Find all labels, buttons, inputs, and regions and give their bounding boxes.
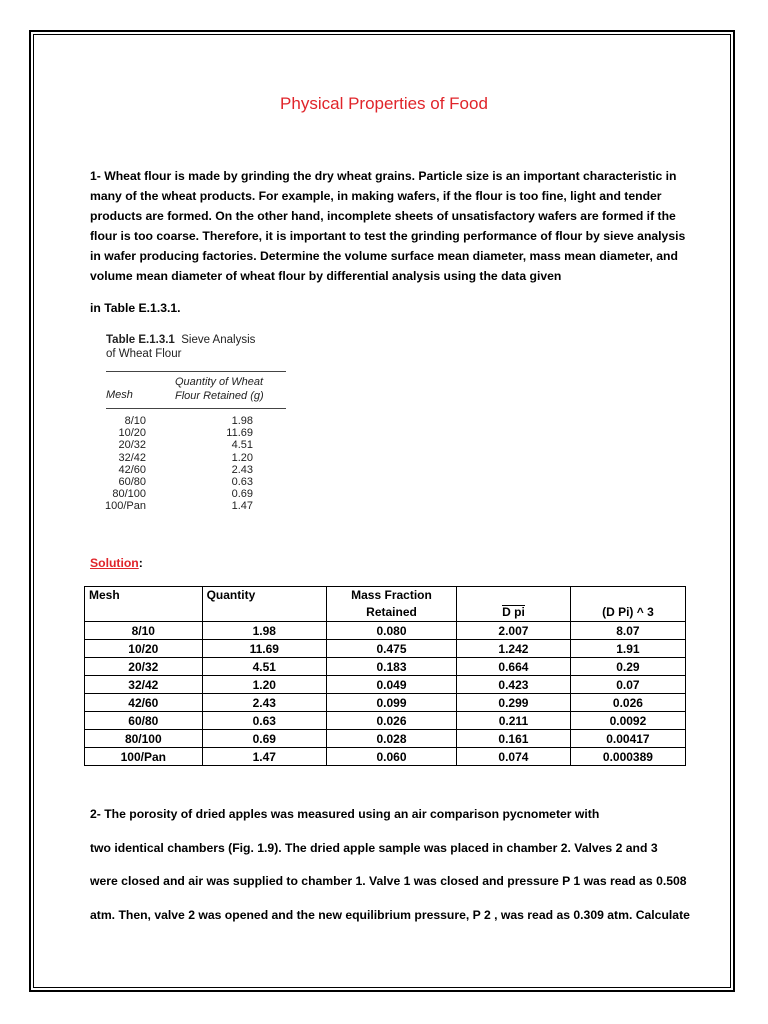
cell-dpi-cubed: 8.07 [570,622,685,640]
table-row [85,676,686,694]
book-mesh: 32/42 [118,451,146,464]
table-row [85,622,686,640]
book-table-header-rule [106,408,286,409]
table-row [85,748,686,766]
cell-mesh: 60/80 [85,712,203,730]
cell-mesh: 8/10 [85,622,203,640]
book-mesh: 42/60 [118,463,146,476]
book-qty: 2.43 [231,463,253,476]
book-table-caption [106,333,286,361]
book-qty: 0.69 [231,488,253,501]
solution-table-header-row [85,587,686,622]
solution-label: Solution [90,556,139,570]
cell-mass-fraction: 0.060 [326,748,456,766]
cell-mesh: 20/32 [85,658,203,676]
book-mesh: 60/80 [118,475,146,488]
cell-quantity: 4.51 [202,658,326,676]
book-table-header [106,372,286,406]
cell-mesh: 42/60 [85,694,203,712]
page-title: Physical Properties of Food [280,94,488,113]
header-dpi-cubed [570,587,685,622]
book-row [106,452,286,464]
table-row [85,640,686,658]
cell-dpi: 0.664 [457,658,571,676]
book-row [106,427,286,439]
problem-2-line: atm. Then, valve 2 was opened and the new equilibrium pressure, P 2 , was read as 0.309 atm. Calculate [90,907,690,922]
cell-mesh: 80/100 [85,730,203,748]
header-quantity: Quantity [202,587,326,622]
cell-quantity: 1.20 [202,676,326,694]
cell-mesh: 100/Pan [85,748,203,766]
cell-quantity: 11.69 [202,640,326,658]
book-mesh: 10/20 [118,427,146,440]
header-mesh: Mesh [85,587,203,622]
header-dpi [457,587,571,622]
problem-2-line: two identical chambers (Fig. 1.9). The dried apple sample was placed in chamber 2. Valves 2 and 3 [90,840,658,855]
cell-dpi-cubed: 0.00417 [570,730,685,748]
table-reference: in Table E.1.3.1. [90,301,181,315]
cell-quantity: 1.98 [202,622,326,640]
cell-dpi-cubed: 0.026 [570,694,685,712]
book-mesh: 8/10 [124,415,146,427]
cell-dpi: 0.211 [457,712,571,730]
book-col-quantity [175,375,264,403]
cell-quantity: 1.47 [202,748,326,766]
cell-dpi: 1.242 [457,640,571,658]
cell-dpi: 0.074 [457,748,571,766]
header-dpi-cubed-label: (D Pi) ^ 3 [602,605,654,619]
book-qty: 11.69 [226,427,253,440]
book-mesh: 80/100 [112,488,146,501]
book-qty: 0.63 [231,475,253,488]
book-table-caption-number: Table E.1.3.1 [106,334,175,346]
book-table-caption-line2: of Wheat Flour [106,348,182,360]
cell-quantity: 0.69 [202,730,326,748]
book-qty: 1.98 [231,415,253,427]
table-row [85,730,686,748]
book-row [106,415,286,427]
cell-mass-fraction: 0.080 [326,622,456,640]
header-dpi-label: D pi [502,605,525,619]
cell-mass-fraction: 0.183 [326,658,456,676]
solution-table-body [85,622,686,766]
book-qty: 1.20 [231,451,253,464]
cell-mass-fraction: 0.026 [326,712,456,730]
cell-dpi: 0.423 [457,676,571,694]
cell-mass-fraction: 0.028 [326,730,456,748]
book-col-quantity-line2: Flour Retained (g) [175,390,264,402]
problem-1-text: 1- Wheat flour is made by grinding the dry wheat grains. Particle size is an important characteristic in many of the wheat products. For example, in making wafers, if the flour is too fine, light and tender products are formed. On the other hand, incomplete sheets of unsatisfactory wafers are formed if the flour is too coarse. Therefore, it is important to test the grinding performance of flour by sieve analysis in wafer producing factories. Determine the volume surface mean diameter, mass mean diameter, and volume mean diameter of wheat flour by differential analysis using the data given [90,169,686,283]
book-qty: 1.47 [231,500,253,513]
book-mesh: 100/Pan [105,500,146,513]
table-row [85,658,686,676]
book-row [106,464,286,476]
book-mesh: 20/32 [118,439,146,452]
problem-2-line: 2- The porosity of dried apples was measured using an air comparison pycnometer with [90,807,600,821]
cell-dpi-cubed: 1.91 [570,640,685,658]
cell-mesh: 10/20 [85,640,203,658]
header-mass-fraction [326,587,456,622]
book-col-quantity-line1: Quantity of Wheat [175,376,264,388]
table-row [85,694,686,712]
sieve-analysis-book-table [106,333,286,513]
book-qty: 4.51 [231,439,253,452]
header-mass-fraction-line1: Mass Fraction [351,588,432,602]
cell-mass-fraction: 0.475 [326,640,456,658]
cell-dpi-cubed: 0.000389 [570,748,685,766]
solution-table [84,586,686,766]
cell-mesh: 32/42 [85,676,203,694]
cell-dpi-cubed: 0.07 [570,676,685,694]
cell-mass-fraction: 0.049 [326,676,456,694]
cell-quantity: 0.63 [202,712,326,730]
book-row [106,500,286,512]
book-row [106,476,286,488]
problem-2-text [90,798,690,932]
problem-2-line: were closed and air was supplied to chamber 1. Valve 1 was closed and pressure P 1 was read as 0.508 [90,874,687,888]
solution-colon: : [138,556,143,570]
book-table-caption-title: Sieve Analysis [181,334,256,346]
header-mass-fraction-line2: Retained [366,605,417,619]
cell-dpi: 2.007 [457,622,571,640]
book-col-mesh: Mesh [106,389,133,401]
table-row [85,712,686,730]
book-row [106,439,286,451]
book-row [106,488,286,500]
cell-mass-fraction: 0.099 [326,694,456,712]
cell-dpi: 0.299 [457,694,571,712]
cell-quantity: 2.43 [202,694,326,712]
cell-dpi: 0.161 [457,730,571,748]
cell-dpi-cubed: 0.0092 [570,712,685,730]
cell-dpi-cubed: 0.29 [570,658,685,676]
solution-heading [90,556,143,570]
